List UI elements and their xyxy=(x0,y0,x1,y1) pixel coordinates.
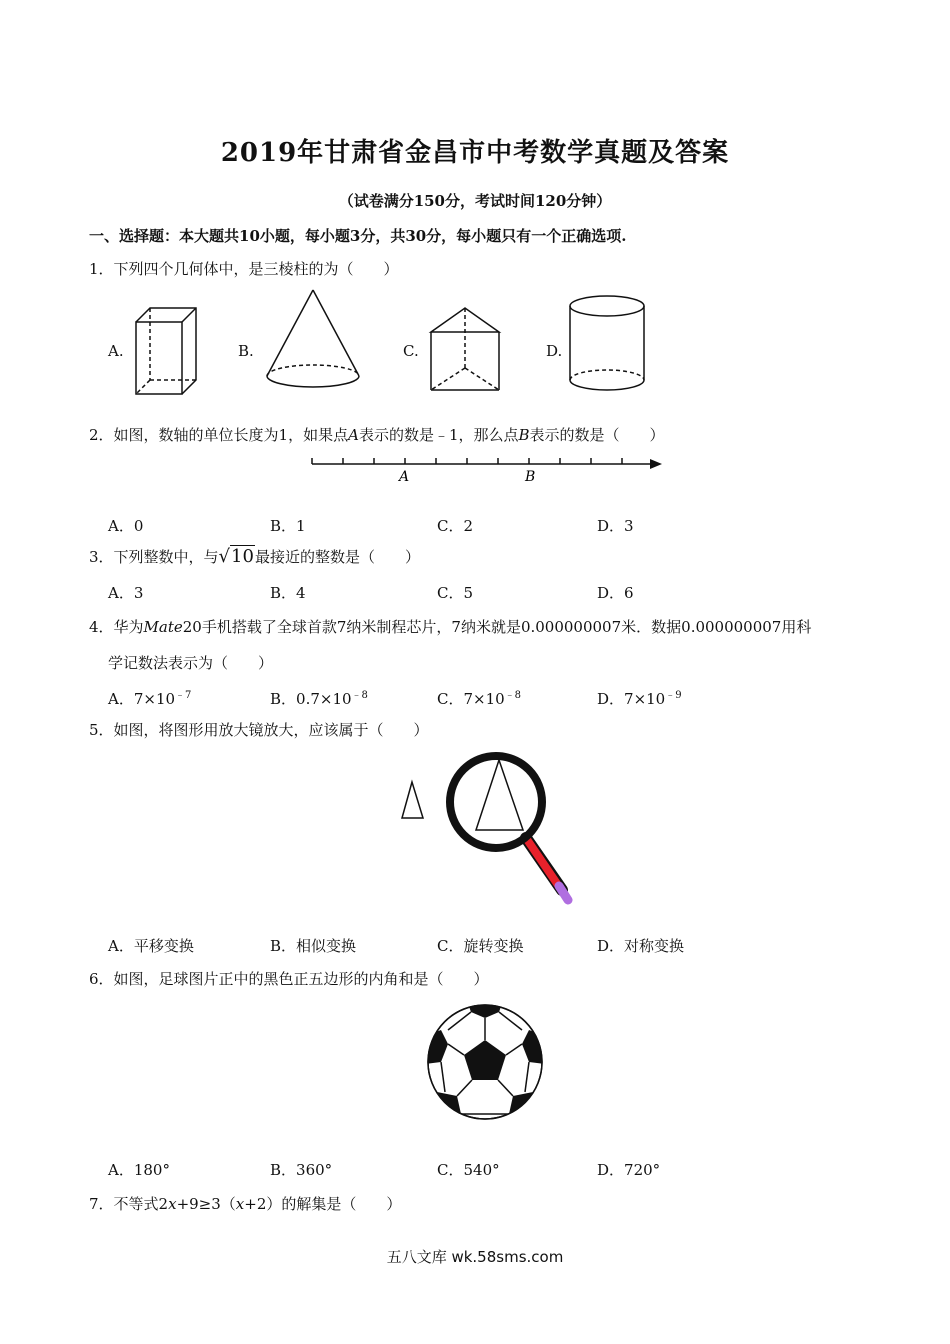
exam-info: （试卷满分150分，考试时间120分钟） xyxy=(338,192,612,210)
q1-label-c: C. xyxy=(403,342,419,360)
question-1-stem: 1．下列四个几何体中，是三棱柱的为（ ） xyxy=(89,260,399,278)
q2-option-c: C．2 xyxy=(437,517,474,535)
square-root: √10 xyxy=(218,546,254,567)
cylinder-icon xyxy=(566,294,648,396)
q6-option-d: D．720° xyxy=(597,1161,661,1179)
q5-option-b: B．相似变换 xyxy=(270,937,357,955)
q6-option-a: A．180° xyxy=(108,1161,170,1179)
q1-label-b: B. xyxy=(238,342,254,360)
cone-icon xyxy=(262,286,364,390)
question-4-stem-line1: 4．华为Mate20手机搭载了全球首款7纳米制程芯片，7纳米就是0.000000007米．数据0.000000007用科 xyxy=(89,618,812,636)
q2-option-d: D．3 xyxy=(597,517,634,535)
section-heading: 一、选择题：本大题共10小题，每小题3分，共30分，每小题只有一个正确选项. xyxy=(89,227,627,245)
q6-option-c: C．540° xyxy=(437,1161,500,1179)
soccer-ball-icon xyxy=(423,1000,547,1124)
q4-option-d: D．$7\times 10^{﹣9}$ xyxy=(597,690,682,708)
question-7-stem: 7．不等式2x+9≥3（x+2）的解集是（ ） xyxy=(89,1195,402,1213)
q2-option-a: A．0 xyxy=(108,517,144,535)
q2-option-b: B．1 xyxy=(270,517,306,535)
q1-label-a: A. xyxy=(108,342,124,360)
magnifier-figure xyxy=(396,748,586,910)
q3-option-d: D．6 xyxy=(597,584,634,602)
q6-option-b: B．360° xyxy=(270,1161,333,1179)
question-6-stem: 6．如图，足球图片正中的黑色正五边形的内角和是（ ） xyxy=(89,970,489,988)
triangular-prism-icon xyxy=(425,302,505,398)
question-3-stem: 3．下列整数中，与√10最接近的整数是（ ） xyxy=(89,546,420,567)
axis-label-b: B xyxy=(525,469,536,485)
question-4-stem-line2: 学记数法表示为（ ） xyxy=(108,654,274,672)
q3-option-a: A．3 xyxy=(108,584,144,602)
small-triangle-icon xyxy=(402,782,423,818)
q5-option-a: A．平移变换 xyxy=(108,937,194,955)
q3-option-c: C．5 xyxy=(437,584,474,602)
page-footer: 五八文库 wk.58sms.com xyxy=(386,1248,564,1266)
question-5-stem: 5．如图，将图形用放大镜放大，应该属于（ ） xyxy=(89,721,429,739)
enlarged-triangle-icon xyxy=(476,760,523,830)
q4-option-c: C．$7\times 10^{﹣8}$ xyxy=(437,690,522,708)
q5-option-c: C．旋转变换 xyxy=(437,937,524,955)
q5-option-d: D．对称变换 xyxy=(597,937,685,955)
q4-option-a: A．$7\times 10^{﹣7}$ xyxy=(108,690,192,708)
magnifier-handle xyxy=(526,838,560,888)
page-title: 2019年甘肃省金昌市中考数学真题及答案 xyxy=(220,138,730,168)
rectangular-prism-icon xyxy=(130,302,200,398)
number-line xyxy=(308,452,668,488)
axis-label-a: A xyxy=(399,469,410,485)
q1-label-d: D. xyxy=(546,342,563,360)
question-2-stem: 2．如图，数轴的单位长度为1，如果点A表示的数是﹣1，那么点B表示的数是（ ） xyxy=(89,426,665,444)
q4-option-b: B．$0.7\times 10^{﹣8}$ xyxy=(270,690,368,708)
q3-option-b: B．4 xyxy=(270,584,306,602)
